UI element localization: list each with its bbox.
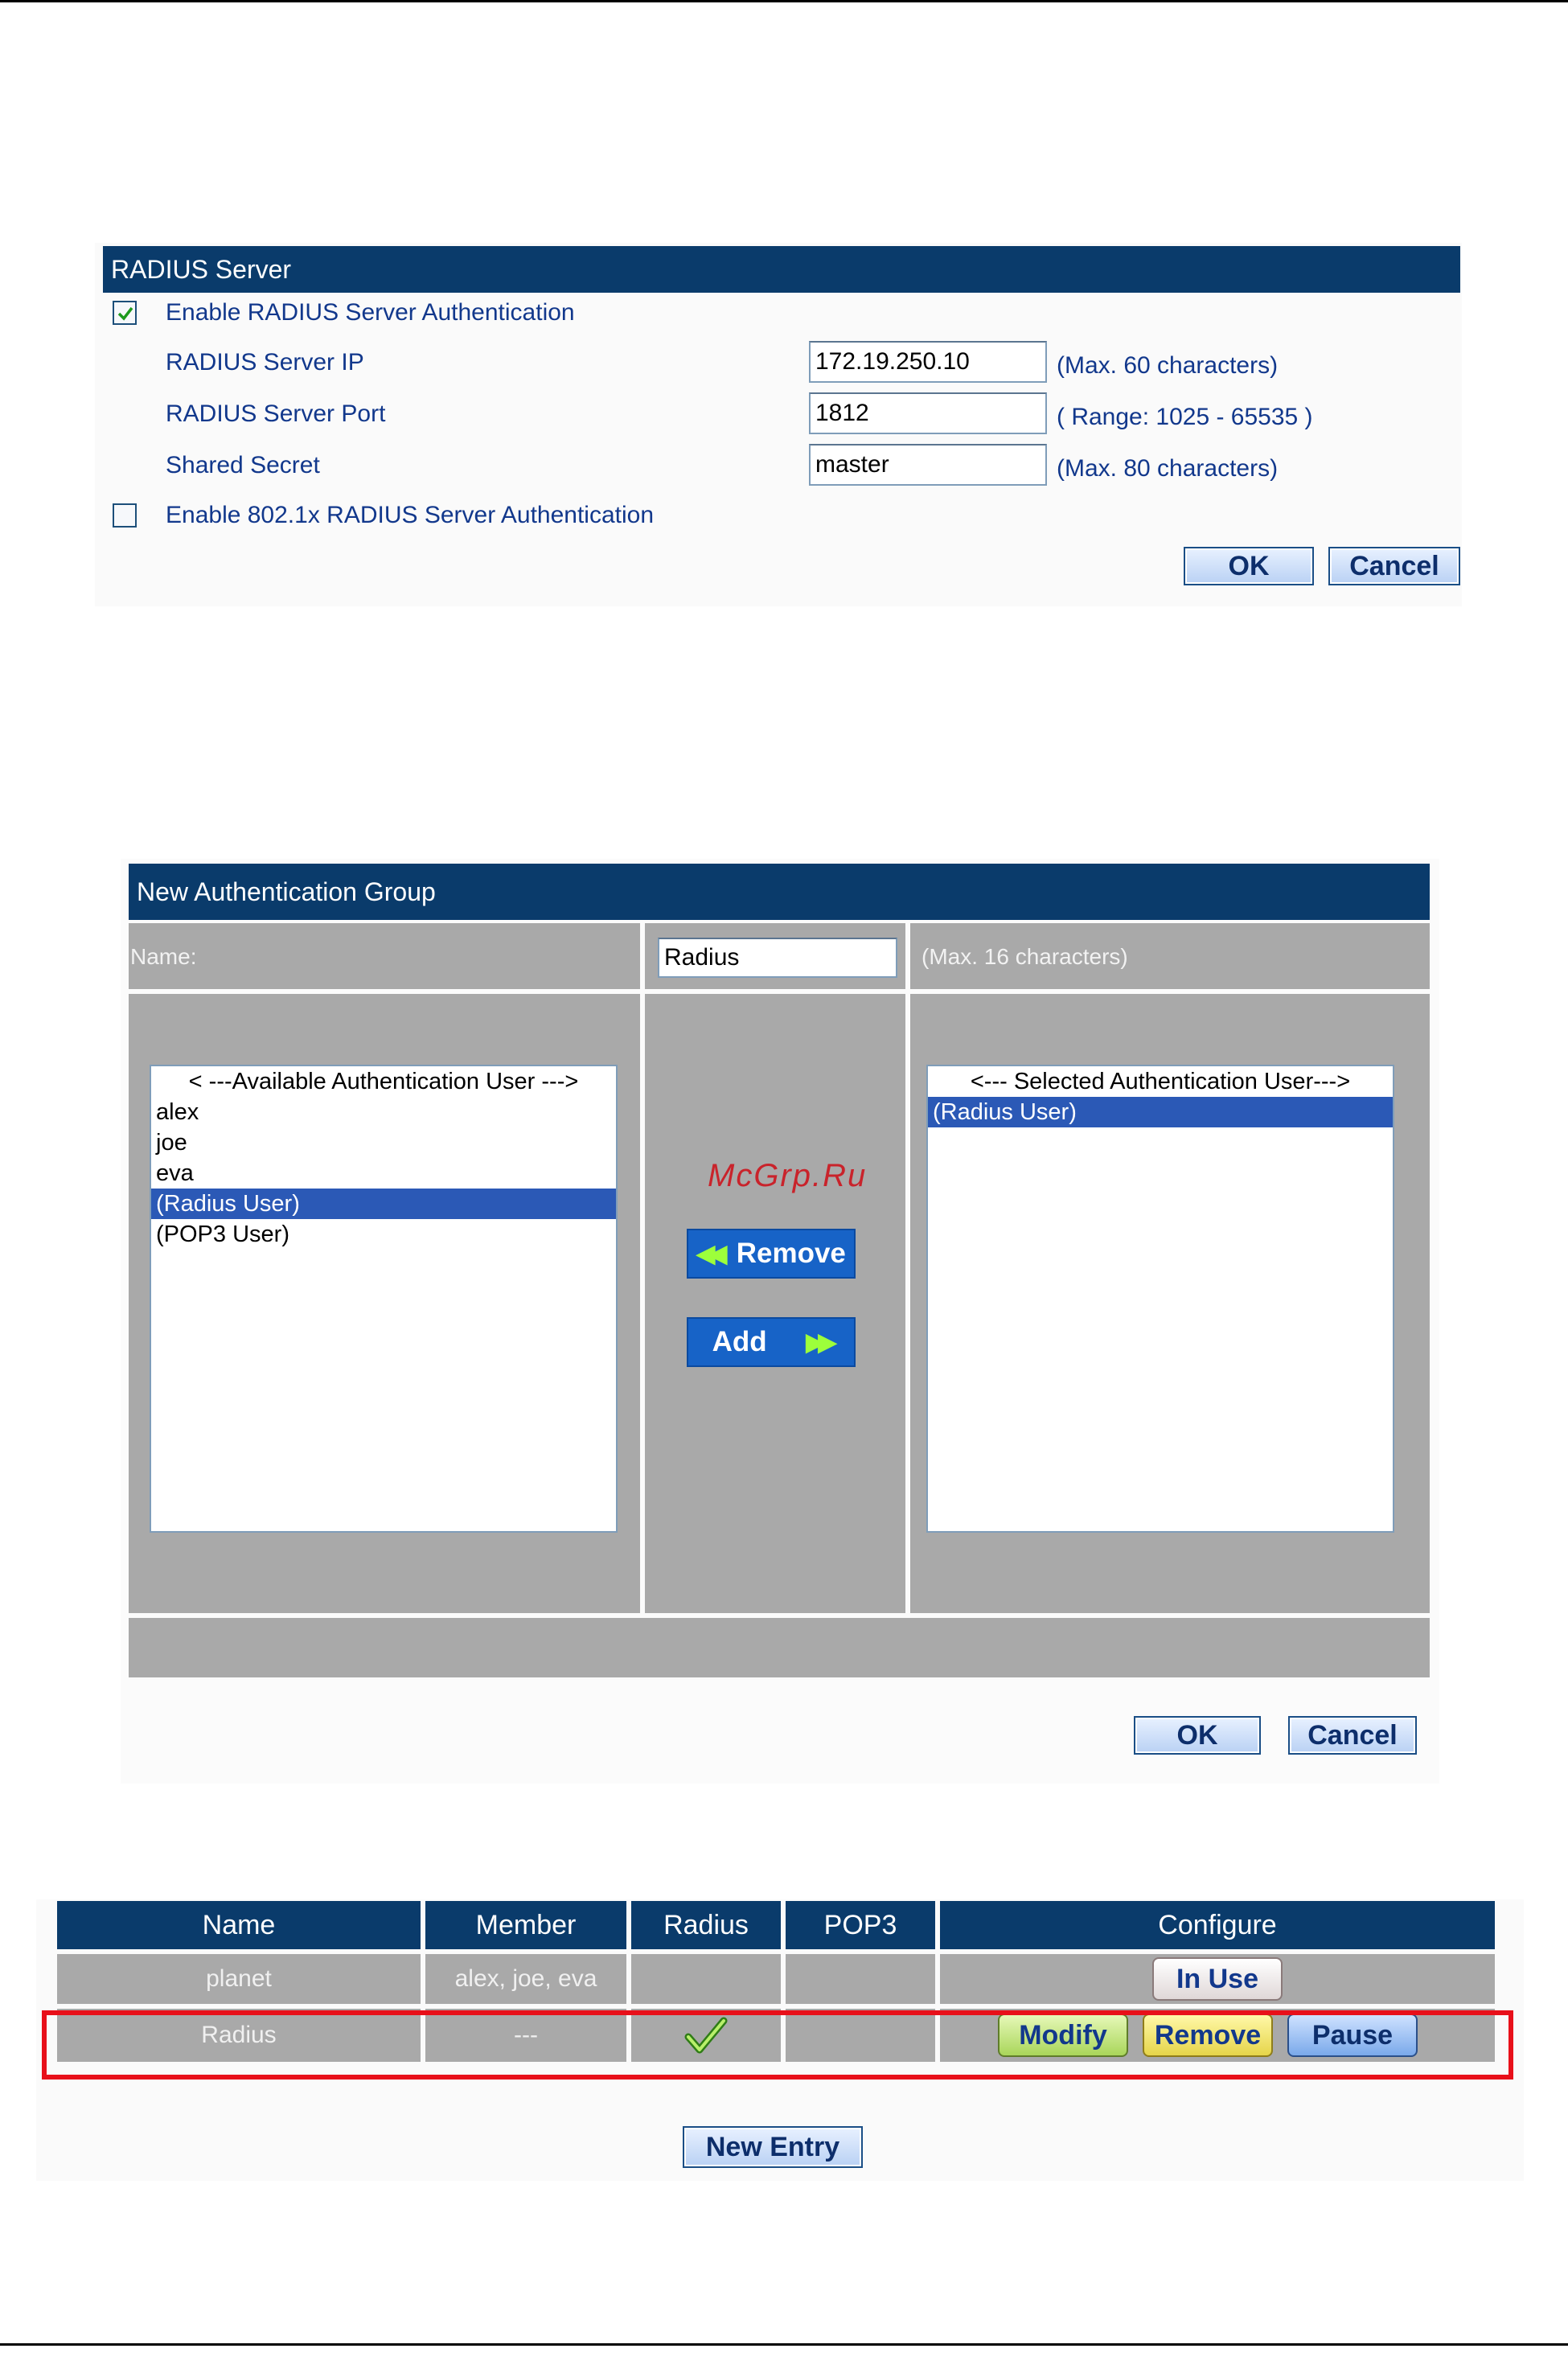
server-ip-input[interactable]: [809, 341, 1047, 383]
column-header-member: Member: [425, 1901, 626, 1949]
pause-button[interactable]: Pause: [1287, 2014, 1418, 2057]
name-hint: (Max. 16 characters): [922, 944, 1128, 969]
double-right-arrow-icon: ▶▶: [806, 1328, 831, 1356]
shared-secret-input[interactable]: [809, 444, 1047, 486]
enable-8021x-label: Enable 802.1x RADIUS Server Authentication: [166, 502, 655, 528]
move-buttons-cell: [645, 994, 905, 1613]
available-users-list[interactable]: [150, 1065, 618, 1533]
double-left-arrow-icon: ◀◀: [696, 1240, 721, 1267]
list-item[interactable]: joe: [156, 1130, 187, 1156]
list-item[interactable]: alex: [156, 1099, 199, 1125]
remove-button[interactable]: Remove: [1143, 2014, 1273, 2057]
server-port-input[interactable]: [809, 392, 1047, 434]
add-user-label: Add: [712, 1326, 767, 1357]
remove-user-button[interactable]: [687, 1229, 856, 1279]
shared-secret-label: Shared Secret: [166, 452, 320, 478]
modify-button[interactable]: Modify: [998, 2014, 1128, 2057]
column-header-radius: Radius: [631, 1901, 781, 1949]
column-header-name: Name: [57, 1901, 421, 1949]
list-item-selected[interactable]: (Radius User): [928, 1097, 1393, 1127]
column-header-configure: Configure: [940, 1901, 1495, 1949]
radius-server-panel: [95, 243, 1462, 606]
add-user-button[interactable]: [687, 1317, 856, 1367]
in-use-button[interactable]: In Use: [1152, 1957, 1283, 2001]
column-header-pop3: POP3: [786, 1901, 935, 1949]
radius-server-title: RADIUS Server: [103, 246, 1460, 293]
available-users-header: < ---Available Authentication User --->: [188, 1069, 579, 1094]
row2-member-cell: ---: [425, 2009, 626, 2062]
server-port-hint: ( Range: 1025 - 65535 ): [1057, 404, 1313, 430]
auth-group-panel: [121, 859, 1439, 1784]
group-footer-cell: [129, 1618, 1430, 1677]
list-item-selected[interactable]: (Radius User): [151, 1189, 616, 1219]
top-rule: [0, 0, 1568, 2]
server-port-label: RADIUS Server Port: [166, 400, 386, 427]
auth-group-title: New Authentication Group: [129, 864, 1430, 920]
group-ok-button[interactable]: OK: [1134, 1716, 1261, 1755]
new-entry-button[interactable]: New Entry: [683, 2126, 863, 2168]
bottom-rule: [0, 2343, 1568, 2346]
shared-secret-hint: (Max. 80 characters): [1057, 455, 1279, 482]
server-ip-label: RADIUS Server IP: [166, 349, 364, 376]
row1-radius-cell: [631, 1954, 781, 2004]
enable-radius-label: Enable RADIUS Server Authentication: [166, 299, 575, 326]
server-ip-hint: (Max. 60 characters): [1057, 352, 1279, 379]
enable-8021x-checkbox[interactable]: [113, 503, 137, 528]
list-item[interactable]: (POP3 User): [156, 1221, 289, 1247]
highlight-box: [42, 2010, 1513, 2080]
selected-users-list[interactable]: [926, 1065, 1394, 1533]
name-label: Name:: [130, 944, 197, 969]
name-label-cell: [129, 923, 640, 989]
group-cancel-button[interactable]: Cancel: [1288, 1716, 1417, 1755]
list-item[interactable]: eva: [156, 1160, 194, 1186]
group-name-input[interactable]: [658, 938, 897, 978]
row2-name-cell: Radius: [57, 2009, 421, 2062]
row1-member-cell: alex, joe, eva: [425, 1954, 626, 2004]
selected-users-header: <--- Selected Authentication User--->: [970, 1069, 1351, 1094]
row1-pop3-cell: [786, 1954, 935, 2004]
watermark: McGrp.Ru: [708, 1158, 868, 1193]
radius-ok-button[interactable]: OK: [1184, 547, 1314, 585]
row1-name-cell: planet: [57, 1954, 421, 2004]
check-icon: [116, 304, 135, 323]
remove-user-label: Remove: [736, 1238, 846, 1269]
radius-cancel-button[interactable]: Cancel: [1328, 547, 1460, 585]
enable-radius-checkbox[interactable]: [113, 301, 137, 325]
